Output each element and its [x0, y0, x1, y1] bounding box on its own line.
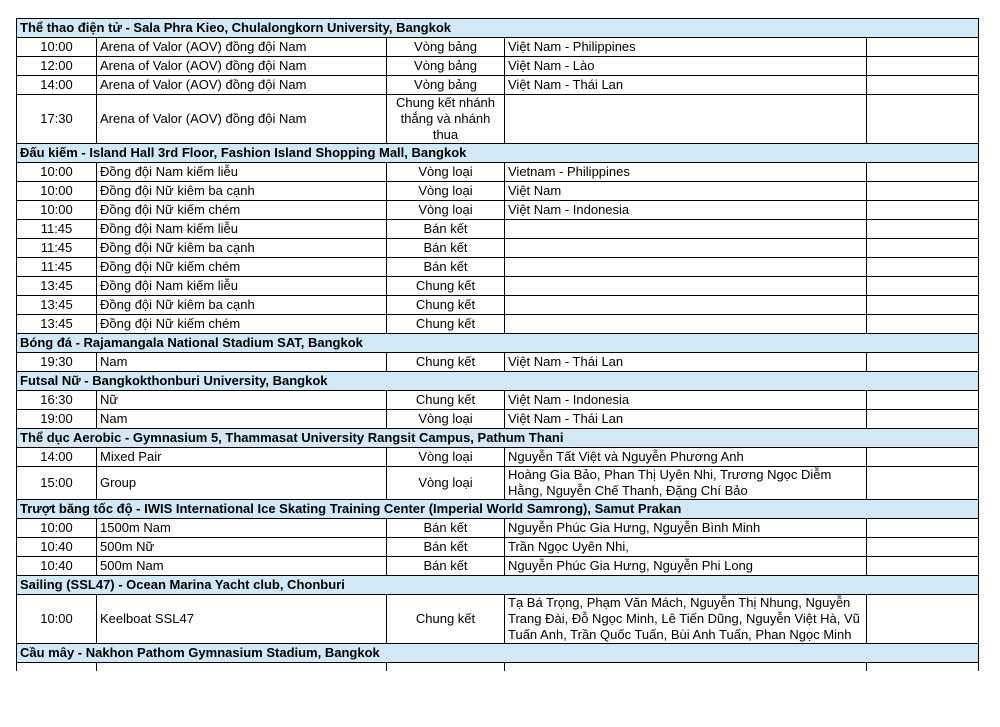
section-header-row	[17, 500, 979, 519]
section-title: Thể thao điện tử - Sala Phra Kieo, Chulalongkorn University, Bangkok	[17, 19, 979, 38]
time-cell: 10:40	[17, 538, 97, 557]
time-cell: 16:30	[17, 391, 97, 410]
team-cell	[505, 220, 867, 239]
time-cell: 10:00	[17, 595, 97, 644]
note-cell	[867, 95, 979, 144]
team-cell: Nguyễn Tất Việt và Nguyễn Phương Anh	[505, 448, 867, 467]
section-header-row	[17, 429, 979, 448]
note-cell	[867, 239, 979, 258]
event-cell: Group	[97, 467, 387, 500]
event-cell: Đồng đội Nam kiếm liễu	[97, 277, 387, 296]
round-cell: Bán kết	[387, 258, 505, 277]
team-cell	[505, 315, 867, 334]
table-row	[17, 467, 979, 500]
round-cell: Chung kết	[387, 296, 505, 315]
note-cell	[867, 182, 979, 201]
table-row	[17, 296, 979, 315]
time-cell: 11:45	[17, 258, 97, 277]
table-row	[17, 95, 979, 144]
round-cell: Vòng loại	[387, 182, 505, 201]
time-cell: 13:45	[17, 277, 97, 296]
team-cell: Việt Nam	[505, 182, 867, 201]
note-cell	[867, 201, 979, 220]
event-cell: Đồng đội Nữ kiêm ba cạnh	[97, 182, 387, 201]
table-row	[17, 220, 979, 239]
table-row	[17, 315, 979, 334]
time-cell: 14:00	[17, 448, 97, 467]
table-row	[17, 410, 979, 429]
event-cell: Arena of Valor (AOV) đồng đội Nam	[97, 57, 387, 76]
note-cell	[867, 467, 979, 500]
team-cell: Việt Nam - Lào	[505, 57, 867, 76]
cut-off-row	[17, 663, 979, 672]
event-cell: 500m Nam	[97, 557, 387, 576]
time-cell: 17:30	[17, 95, 97, 144]
team-cell: Việt Nam - Philippines	[505, 38, 867, 57]
empty-cell	[505, 663, 867, 672]
note-cell	[867, 557, 979, 576]
event-cell: Đồng đội Nữ kiếm chém	[97, 201, 387, 220]
note-cell	[867, 315, 979, 334]
time-cell: 13:45	[17, 315, 97, 334]
event-cell: Nữ	[97, 391, 387, 410]
section-title: Thể dục Aerobic - Gymnasium 5, Thammasat University Rangsit Campus, Pathum Thani	[17, 429, 979, 448]
team-cell: Tạ Bá Trọng, Phạm Văn Mách, Nguyễn Thị Nhung, Nguyễn Trang Đài, Đỗ Ngọc Minh, Lê Tiến Dũng, Nguyễn Việt Hà, Vũ Tuấn Anh, Trần Quốc Tuấn, Bùi Anh Tuấn, Phan Ngọc Minh	[505, 595, 867, 644]
table-row	[17, 38, 979, 57]
round-cell: Vòng bảng	[387, 76, 505, 95]
time-cell: 10:00	[17, 182, 97, 201]
time-cell: 10:40	[17, 557, 97, 576]
table-row	[17, 182, 979, 201]
time-cell: 19:30	[17, 353, 97, 372]
empty-cell	[17, 663, 97, 672]
section-header-row	[17, 372, 979, 391]
event-cell: Đồng đội Nữ kiêm ba cạnh	[97, 296, 387, 315]
round-cell: Vòng loại	[387, 410, 505, 429]
round-cell: Chung kết	[387, 315, 505, 334]
round-cell: Bán kết	[387, 538, 505, 557]
note-cell	[867, 296, 979, 315]
round-cell: Vòng loại	[387, 163, 505, 182]
team-cell: Nguyễn Phúc Gia Hưng, Nguyễn Bình Minh	[505, 519, 867, 538]
note-cell	[867, 76, 979, 95]
time-cell: 10:00	[17, 163, 97, 182]
round-cell: Vòng loại	[387, 467, 505, 500]
section-header-row	[17, 19, 979, 38]
event-cell: Mixed Pair	[97, 448, 387, 467]
note-cell	[867, 538, 979, 557]
round-cell: Chung kết nhánh thắng và nhánh thua	[387, 95, 505, 144]
team-cell	[505, 239, 867, 258]
table-row	[17, 258, 979, 277]
note-cell	[867, 353, 979, 372]
team-cell: Hoàng Gia Bảo, Phan Thị Uyên Nhi, Trương Ngọc Diễm Hằng, Nguyễn Chế Thanh, Đặng Chí Bảo	[505, 467, 867, 500]
round-cell: Chung kết	[387, 595, 505, 644]
note-cell	[867, 277, 979, 296]
team-cell	[505, 296, 867, 315]
team-cell: Việt Nam - Thái Lan	[505, 353, 867, 372]
round-cell: Bán kết	[387, 220, 505, 239]
note-cell	[867, 220, 979, 239]
team-cell: Việt Nam - Indonesia	[505, 391, 867, 410]
event-cell: Nam	[97, 410, 387, 429]
event-cell: Đồng đội Nam kiếm liễu	[97, 220, 387, 239]
event-cell: Arena of Valor (AOV) đồng đội Nam	[97, 76, 387, 95]
section-title: Cầu mây - Nakhon Pathom Gymnasium Stadium, Bangkok	[17, 644, 979, 663]
time-cell: 11:45	[17, 220, 97, 239]
time-cell: 14:00	[17, 76, 97, 95]
event-cell: Arena of Valor (AOV) đồng đội Nam	[97, 38, 387, 57]
schedule-body	[17, 19, 979, 672]
round-cell: Vòng loại	[387, 448, 505, 467]
section-title: Trượt băng tốc độ - IWIS International Ice Skating Training Center (Imperial World Samrong), Samut Prakan	[17, 500, 979, 519]
empty-cell	[387, 663, 505, 672]
table-row	[17, 277, 979, 296]
section-header-row	[17, 144, 979, 163]
round-cell: Chung kết	[387, 277, 505, 296]
note-cell	[867, 38, 979, 57]
note-cell	[867, 410, 979, 429]
team-cell: Việt Nam - Indonesia	[505, 201, 867, 220]
time-cell: 10:00	[17, 38, 97, 57]
table-row	[17, 538, 979, 557]
event-cell: Đồng đội Nữ kiếm chém	[97, 315, 387, 334]
table-row	[17, 163, 979, 182]
section-title: Bóng đá - Rajamangala National Stadium SAT, Bangkok	[17, 334, 979, 353]
time-cell: 13:45	[17, 296, 97, 315]
round-cell: Vòng loại	[387, 201, 505, 220]
round-cell: Bán kết	[387, 239, 505, 258]
note-cell	[867, 258, 979, 277]
table-row	[17, 557, 979, 576]
section-title: Futsal Nữ - Bangkokthonburi University, Bangkok	[17, 372, 979, 391]
table-row	[17, 595, 979, 644]
note-cell	[867, 448, 979, 467]
section-header-row	[17, 576, 979, 595]
table-row	[17, 76, 979, 95]
team-cell: Vietnam - Philippines	[505, 163, 867, 182]
time-cell: 10:00	[17, 201, 97, 220]
team-cell	[505, 95, 867, 144]
team-cell: Việt Nam - Thái Lan	[505, 410, 867, 429]
empty-cell	[97, 663, 387, 672]
time-cell: 11:45	[17, 239, 97, 258]
event-cell: 1500m Nam	[97, 519, 387, 538]
event-cell: Đồng đội Nữ kiêm ba cạnh	[97, 239, 387, 258]
event-cell: Arena of Valor (AOV) đồng đội Nam	[97, 95, 387, 144]
round-cell: Chung kết	[387, 353, 505, 372]
round-cell: Chung kết	[387, 391, 505, 410]
event-cell: Đồng đội Nữ kiếm chém	[97, 258, 387, 277]
section-header-row	[17, 644, 979, 663]
table-row	[17, 448, 979, 467]
event-cell: Keelboat SSL47	[97, 595, 387, 644]
team-cell: Trần Ngọc Uyên Nhi,	[505, 538, 867, 557]
note-cell	[867, 163, 979, 182]
note-cell	[867, 595, 979, 644]
round-cell: Bán kết	[387, 519, 505, 538]
event-cell: Nam	[97, 353, 387, 372]
table-row	[17, 201, 979, 220]
event-cell: Đồng đội Nam kiếm liễu	[97, 163, 387, 182]
round-cell: Vòng bảng	[387, 57, 505, 76]
time-cell: 19:00	[17, 410, 97, 429]
event-cell: 500m Nữ	[97, 538, 387, 557]
time-cell: 15:00	[17, 467, 97, 500]
table-row	[17, 239, 979, 258]
team-cell: Việt Nam - Thái Lan	[505, 76, 867, 95]
round-cell: Bán kết	[387, 557, 505, 576]
note-cell	[867, 391, 979, 410]
table-row	[17, 353, 979, 372]
table-row	[17, 519, 979, 538]
table-row	[17, 57, 979, 76]
table-row	[17, 391, 979, 410]
team-cell: Nguyễn Phúc Gia Hưng, Nguyễn Phi Long	[505, 557, 867, 576]
section-header-row	[17, 334, 979, 353]
note-cell	[867, 57, 979, 76]
note-cell	[867, 519, 979, 538]
round-cell: Vòng bảng	[387, 38, 505, 57]
time-cell: 12:00	[17, 57, 97, 76]
time-cell: 10:00	[17, 519, 97, 538]
section-title: Đấu kiếm - Island Hall 3rd Floor, Fashion Island Shopping Mall, Bangkok	[17, 144, 979, 163]
empty-cell	[867, 663, 979, 672]
section-title: Sailing (SSL47) - Ocean Marina Yacht club, Chonburi	[17, 576, 979, 595]
schedule-table	[16, 18, 979, 671]
team-cell	[505, 277, 867, 296]
team-cell	[505, 258, 867, 277]
